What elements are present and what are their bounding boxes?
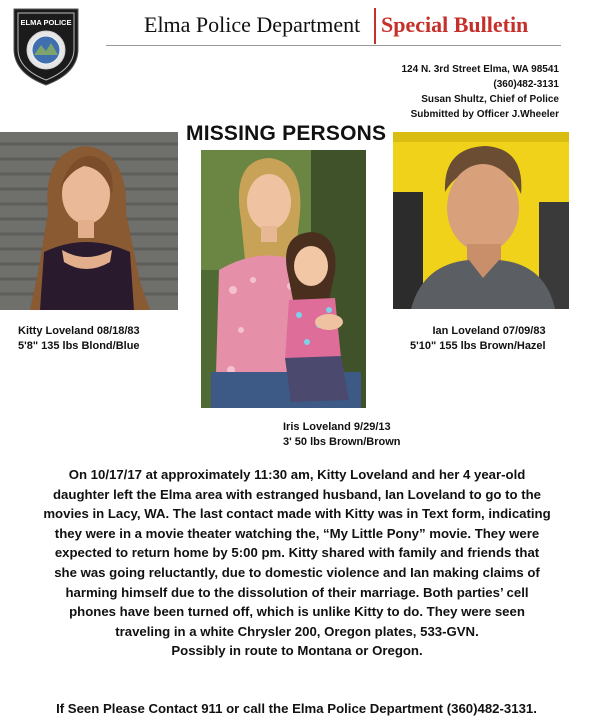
contact-block	[402, 62, 560, 122]
story-line: harming himself due to the dissolution of their marriage. Both parties’ cell	[65, 584, 529, 600]
submitted-by: Submitted by Officer J.Wheeler	[410, 109, 559, 120]
kitty-name-dob: Kitty Loveland 08/18/83	[18, 325, 140, 337]
iris-details: 3' 50 lbs Brown/Brown	[283, 436, 401, 448]
page-title: MISSING PERSONS	[186, 122, 387, 145]
caption-iris	[283, 420, 401, 450]
kitty-details: 5'8" 135 lbs Blond/Blue	[18, 340, 140, 352]
story-line: Possibly in route to Montana or Oregon.	[171, 643, 423, 659]
story-line: they were in a movie theater watching the, “My Little Pony” movie. They were	[54, 525, 540, 541]
address: 124 N. 3rd Street Elma, WA 98541	[401, 64, 559, 75]
department-name: Elma Police Department	[144, 12, 361, 37]
story-line: she was going reluctantly, due to domestic violence and Ian making claims of	[54, 564, 540, 580]
photo-ian-loveland	[393, 132, 569, 309]
photo-iris-loveland	[201, 150, 366, 408]
photo-kitty-loveland	[0, 132, 178, 310]
special-bulletin-label: Special Bulletin	[381, 12, 529, 37]
header-divider	[374, 8, 376, 44]
phone: (360)482-3131	[493, 79, 559, 90]
caption-ian	[410, 324, 546, 354]
ian-details: 5'10" 155 lbs Brown/Hazel	[410, 340, 546, 352]
story-line: movies in Lacy, WA. The last contact made with Kitty was in Text form, indicating	[43, 506, 551, 522]
story-line: phones have been turned off, which is unlike Kitty to do. They were seen	[69, 604, 525, 620]
badge-text: ELMA POLICE	[20, 18, 72, 27]
contact-footer: If Seen Please Contact 911 or call the Elma Police Department (360)482-3131.	[56, 701, 537, 716]
story-line: expected to return home by 5:00 pm. Kitty shared with family and friends that	[54, 545, 540, 561]
incident-description	[22, 465, 572, 661]
caption-kitty	[18, 324, 140, 354]
header-rule	[106, 45, 561, 46]
chief-of-police: Susan Shultz, Chief of Police	[421, 94, 559, 105]
story-line: traveling in a white Chrysler 200, Oregon plates, 533-GVN.	[115, 623, 479, 639]
police-badge-icon	[10, 5, 82, 87]
ian-name-dob: Ian Loveland 07/09/83	[432, 325, 546, 337]
story-line: daughter left the Elma area with estranged husband, Ian Loveland to go to the	[53, 486, 541, 502]
story-line: On 10/17/17 at approximately 11:30 am, Kitty Loveland and her 4 year-old	[68, 467, 526, 482]
iris-name-dob: Iris Loveland 9/29/13	[283, 421, 391, 433]
